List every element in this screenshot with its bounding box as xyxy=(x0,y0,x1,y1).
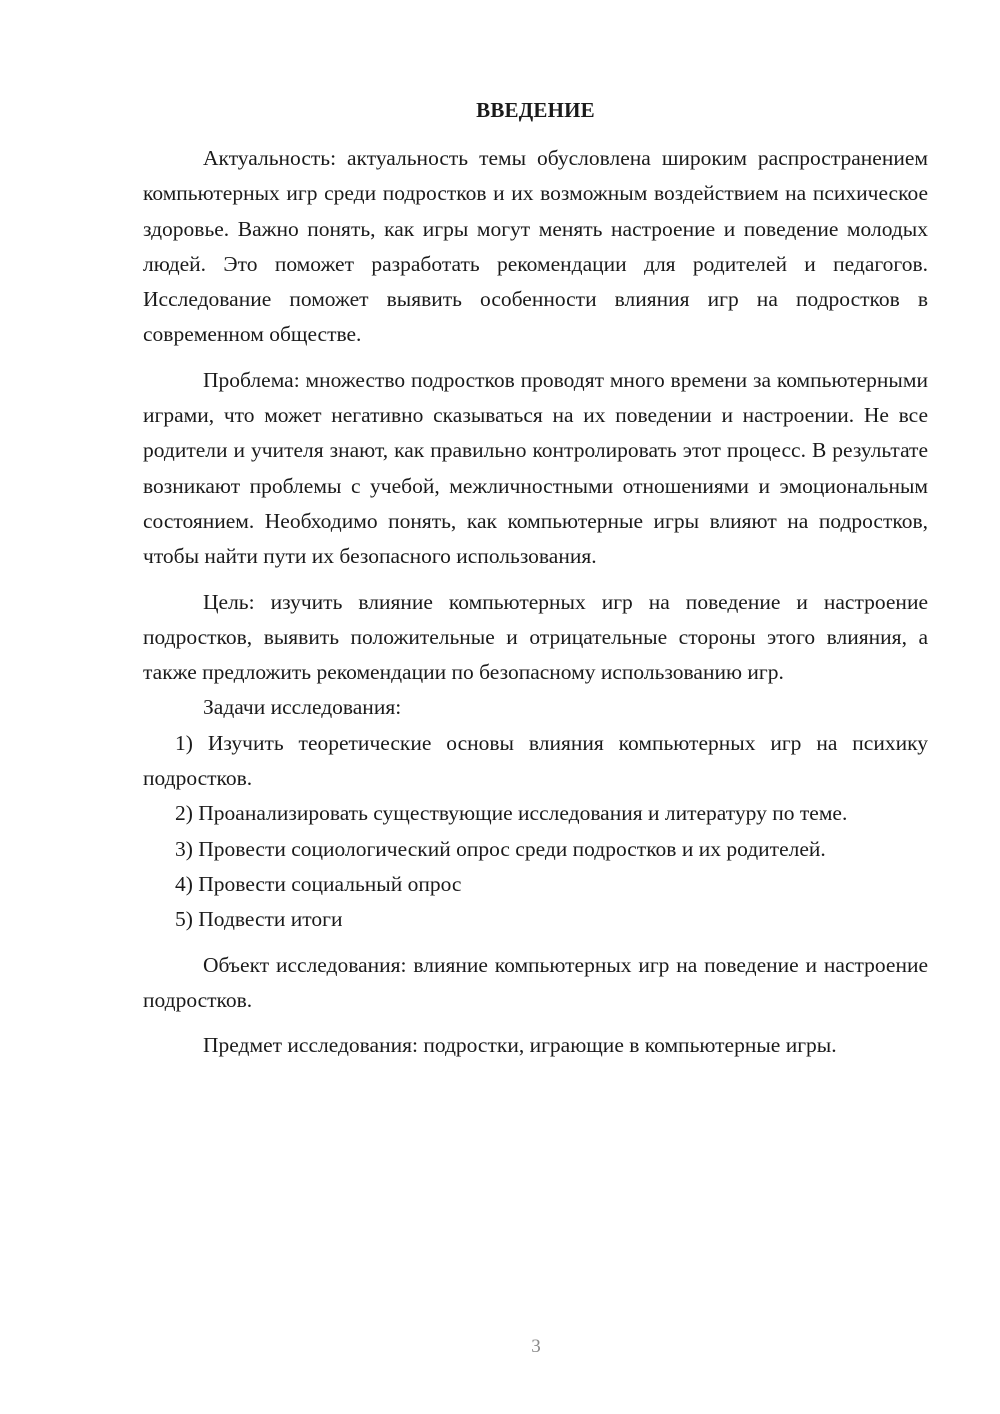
task-item-5: 5) Подвести итоги xyxy=(175,907,343,932)
relevance-paragraph: Актуальность: актуальность темы обусловлена широким распространением компьютерных игр среди подростков и их возможным воздействием на психическое здоровье. Важно понять, как игры могут менять настроение и поведение молодых людей. Это поможет разработать рекомендации для родителей и педагогов. Исследование поможет выявить особенности влияния игр на подростков в современном обществе. xyxy=(143,146,928,347)
tasks-label: Задачи исследования: xyxy=(203,695,402,720)
task-item-2: 2) Проанализировать существующие исследования и литературу по теме. xyxy=(175,801,848,826)
goal-paragraph: Цель: изучить влияние компьютерных игр на поведение и настроение подростков, выявить положительные и отрицательные стороны этого влияния, а также предложить рекомендации по безопасному использованию игр. xyxy=(143,589,928,685)
subject-paragraph: Предмет исследования: подростки, играющие в компьютерные игры. xyxy=(203,1033,837,1058)
page-content xyxy=(143,95,928,1063)
task-item-1: 1) Изучить теоретические основы влияния компьютерных игр на психику подростков. xyxy=(143,730,928,791)
object-paragraph: Объект исследования: влияние компьютерных игр на поведение и настроение подростков. xyxy=(143,952,928,1012)
page-number: 3 xyxy=(531,1336,541,1357)
task-item-3: 3) Провести социологический опрос среди подростков и их родителей. xyxy=(175,836,826,861)
problem-paragraph: Проблема: множество подростков проводят много времени за компьютерными играми, что может негативно сказываться на их поведении и настроении. Не все родители и учителя знают, как правильно контролировать этот процесс. В результате возникают проблемы с учебой, межличностными отношениями и эмоциональным состоянием. Необходимо понять, как компьютерные игры влияют на подростков, чтобы найти пути их безопасного использования. xyxy=(143,367,928,569)
section-heading: ВВЕДЕНИЕ xyxy=(476,98,595,122)
task-item-4: 4) Провести социальный опрос xyxy=(175,871,462,896)
